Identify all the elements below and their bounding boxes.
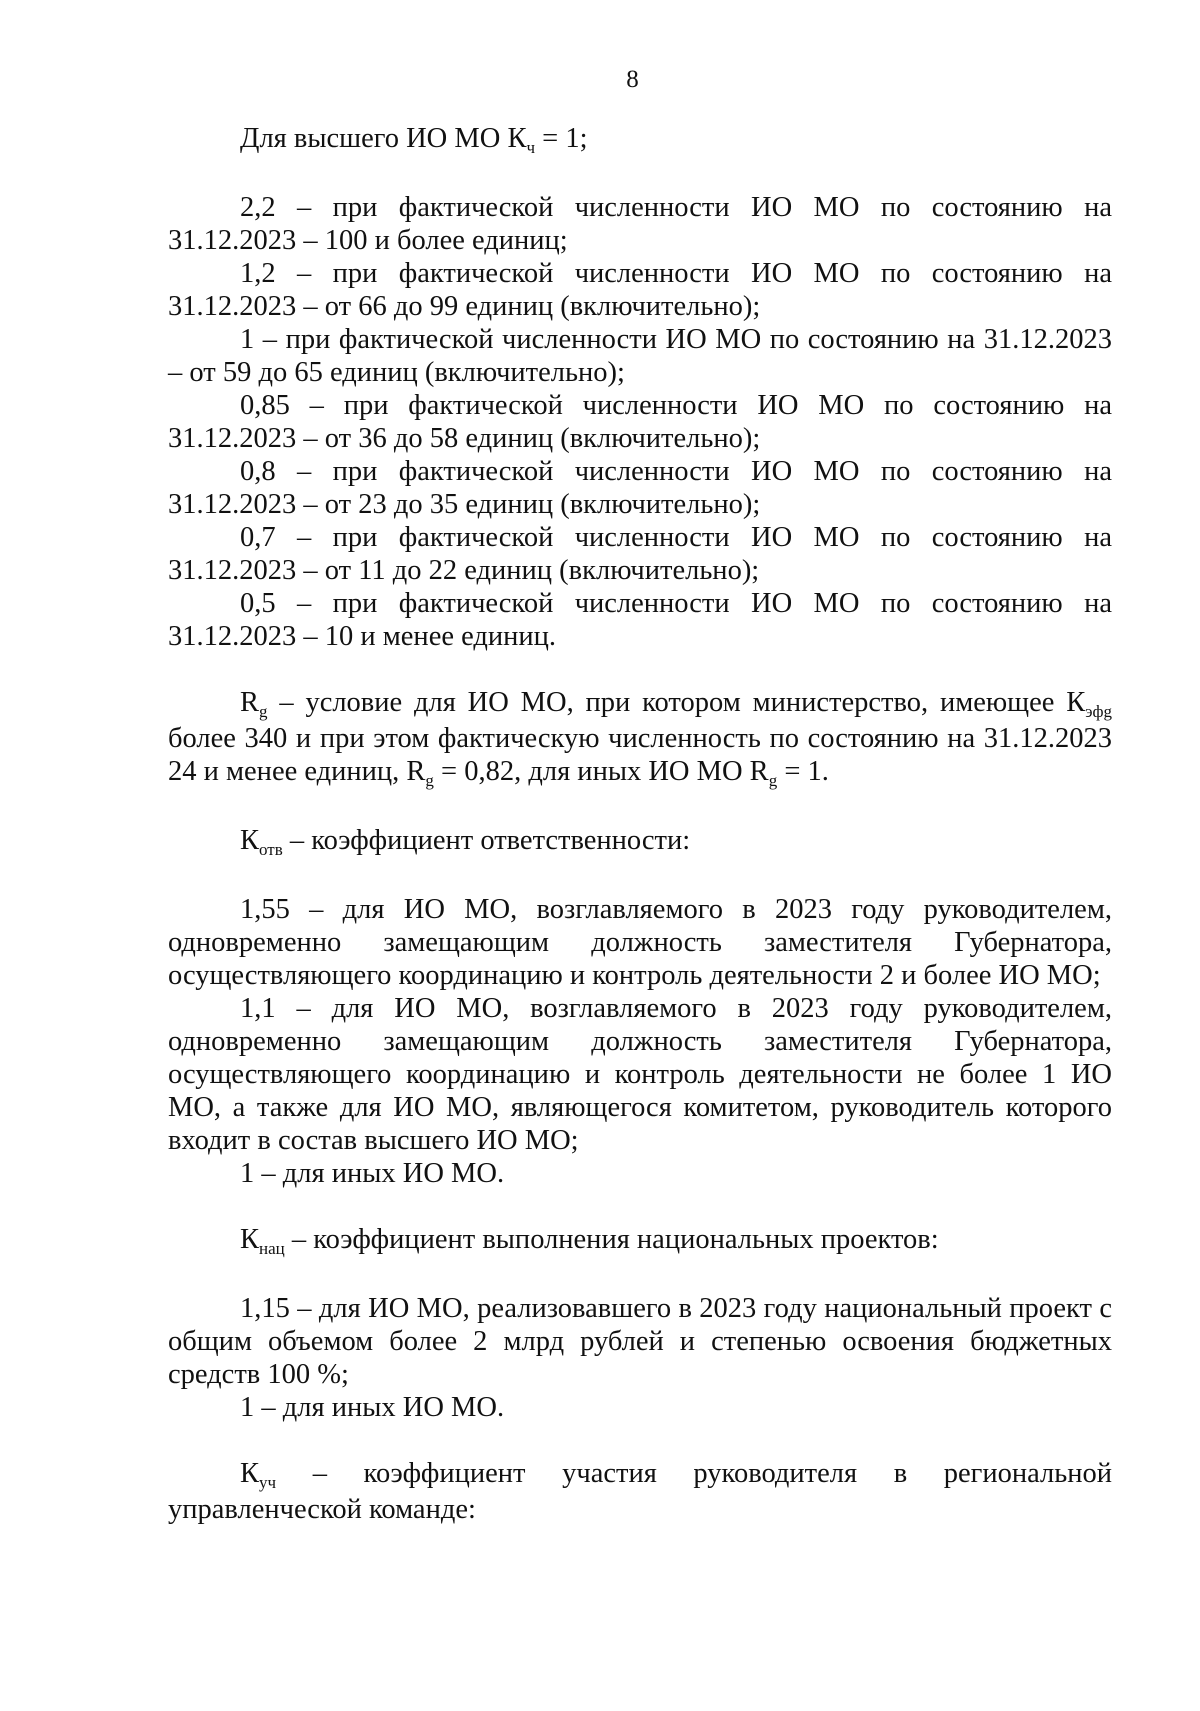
paragraph-national-projects-1: 1 – для иных ИО МО. (240, 1392, 505, 1423)
paragraph-highest-authority: Для высшего ИО МО $К_ч = 1$; (240, 123, 588, 157)
paragraph-national-projects-heading: $К_{нац}$ – коэффициент выполнения национальных проектов: (240, 1224, 939, 1258)
paragraph-responsibility-1: 1 – для иных ИО МО. (240, 1158, 505, 1189)
document-body (168, 122, 1112, 1526)
paragraph-coef-1: 1 – при фактической численности ИО МО по состоянию на 31.12.2023 – от 59 до 65 единиц (включительно); (168, 324, 1112, 388)
paragraph-national-projects-1-15: 1,15 – для ИО МО, реализовавшего в 2023 году национальный проект с общим объемом более 2 млрд рублей и степенью освоения бюджетных средств 100 %; (168, 1293, 1112, 1390)
paragraph-responsibility-1-1: 1,1 – для ИО МО, возглавляемого в 2023 году руководителем, одновременно замещающим должность заместителя Губернатора, осуществляющего координацию и контроль деятельности не более 1 ИО МО, а также для ИО МО, являющегося комитетом, руководитель которого входит в состав высшего ИО МО; (168, 993, 1112, 1156)
paragraph-participation-line1: $К_{уч}$ – коэффициент участия руководителя в региональной (240, 1458, 1112, 1492)
paragraph-coef-2-2: 2,2 – при фактической численности ИО МО по состоянию на 31.12.2023 – 100 и более единиц; (168, 192, 1112, 256)
paragraph-coef-0-8: 0,8 – при фактической численности ИО МО по состоянию на 31.12.2023 – от 23 до 35 единиц (включительно); (168, 456, 1112, 520)
paragraph-coef-0-85: 0,85 – при фактической численности ИО МО по состоянию на 31.12.2023 – от 36 до 58 единиц (включительно); (168, 390, 1112, 454)
paragraph-coef-1-2: 1,2 – при фактической численности ИО МО по состоянию на 31.12.2023 – от 66 до 99 единиц (включительно); (168, 258, 1112, 322)
paragraph-rg-condition: $R_g$ – условие для ИО МО, при котором министерство, имеющее $К_{эфg}$ более 340 и при этом фактическую численность по состоянию на 31.12.2023 24 и менее единиц, $R_g = 0,82$, для иных ИО МО $R_g = 1$. (168, 687, 1112, 790)
paragraph-participation-line2: управленческой команде: (168, 1494, 476, 1525)
paragraph-responsibility-1-55: 1,55 – для ИО МО, возглавляемого в 2023 году руководителем, одновременно замещающим должность заместителя Губернатора, осуществляющего координацию и контроль деятельности 2 и более ИО МО; (168, 894, 1112, 991)
page-number: 8 (626, 66, 639, 93)
paragraph-coef-0-7: 0,7 – при фактической численности ИО МО по состоянию на 31.12.2023 – от 11 до 22 единиц (включительно); (168, 522, 1112, 586)
paragraph-coef-0-5: 0,5 – при фактической численности ИО МО по состоянию на 31.12.2023 – 10 и менее единиц. (168, 588, 1112, 652)
paragraph-responsibility-heading: $К_{отв}$ – коэффициент ответственности: (240, 825, 691, 859)
